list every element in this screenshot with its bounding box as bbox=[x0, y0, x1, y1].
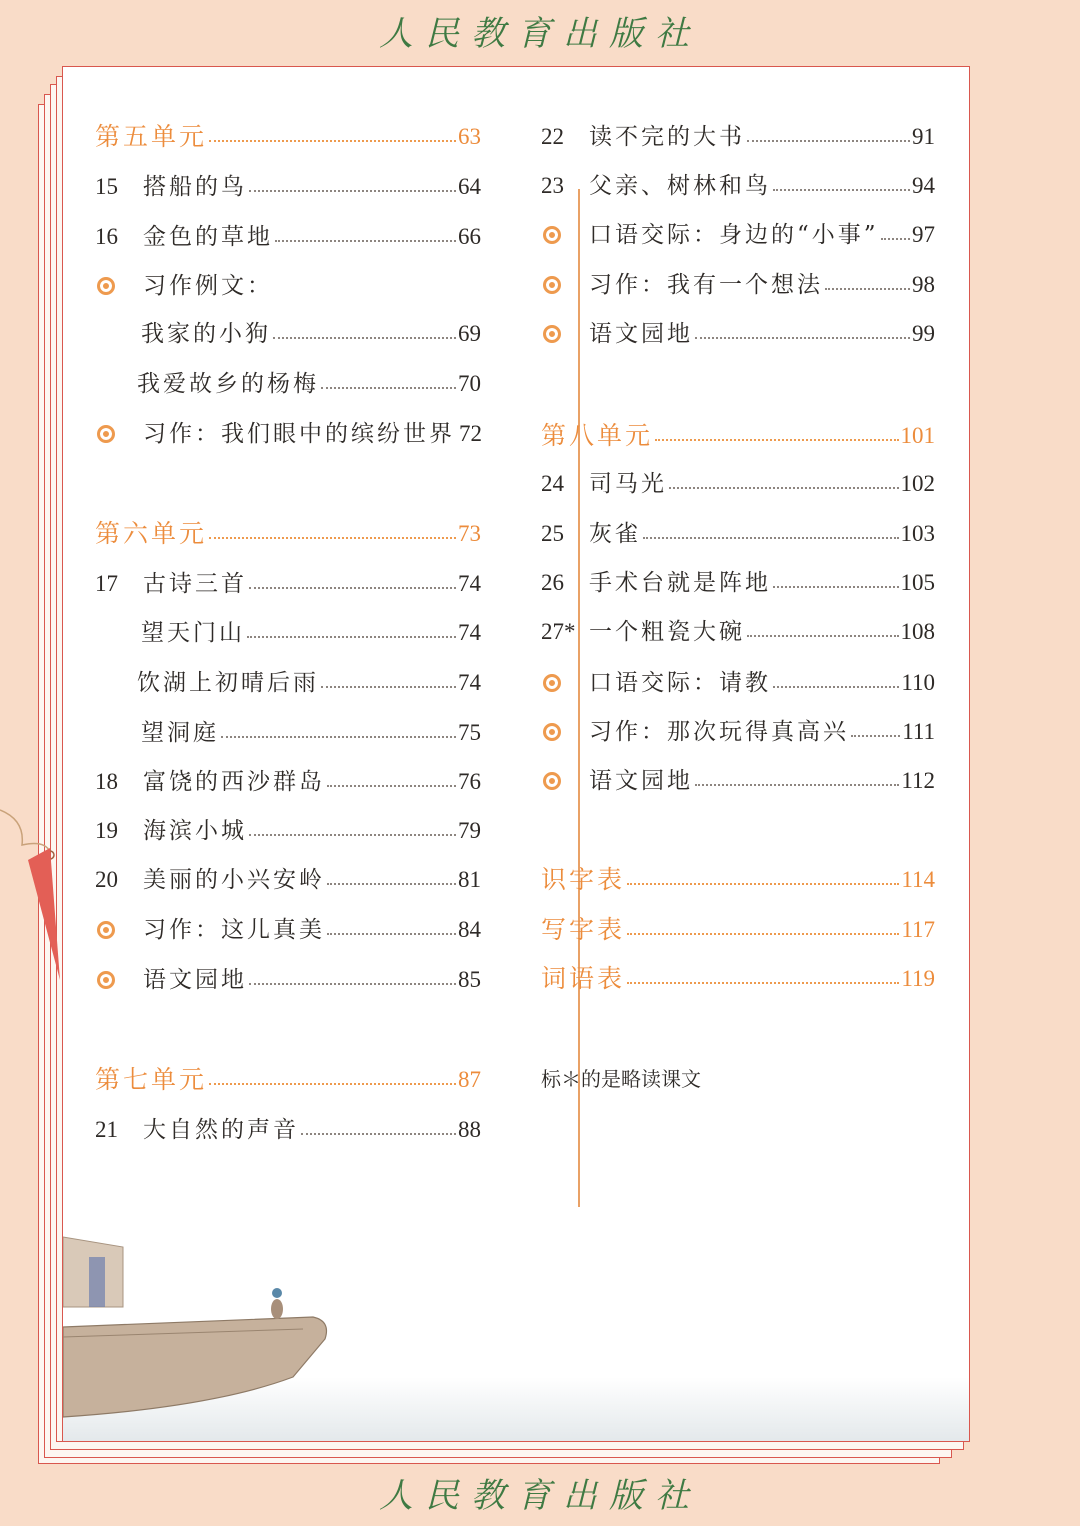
toc-entry[interactable] bbox=[541, 314, 935, 354]
toc-entry[interactable] bbox=[141, 713, 481, 753]
dot-leader bbox=[695, 784, 899, 786]
dot-leader bbox=[221, 736, 456, 738]
toc-entry[interactable] bbox=[137, 364, 481, 404]
circle-bullet-icon bbox=[541, 772, 589, 790]
page-number: 108 bbox=[900, 619, 935, 644]
lesson-number: 25 bbox=[541, 521, 564, 546]
circle-bullet-icon bbox=[95, 971, 143, 989]
toc-entry[interactable] bbox=[541, 265, 935, 305]
dot-leader bbox=[301, 1133, 456, 1135]
page-number: 75 bbox=[458, 720, 481, 745]
toc-entry[interactable] bbox=[95, 217, 481, 257]
page-number: 81 bbox=[458, 867, 481, 892]
page-number: 73 bbox=[458, 521, 481, 546]
dot-leader bbox=[249, 190, 456, 192]
circle-bullet-icon bbox=[95, 921, 143, 939]
dot-leader bbox=[825, 288, 910, 290]
dot-leader bbox=[327, 933, 456, 935]
page-number: 102 bbox=[900, 471, 935, 496]
bookmark-ribbon-icon bbox=[0, 800, 70, 1000]
page-number: 74 bbox=[458, 670, 481, 695]
entry-title: 第六单元 bbox=[95, 519, 208, 548]
dot-leader bbox=[851, 735, 900, 737]
page-number: 97 bbox=[912, 222, 935, 247]
toc-entry[interactable] bbox=[95, 414, 481, 454]
dot-leader bbox=[209, 140, 456, 142]
lesson-number: 15 bbox=[95, 174, 118, 199]
toc-entry[interactable] bbox=[95, 762, 481, 802]
entry-title: 习作：我有一个想法 bbox=[589, 272, 823, 298]
toc-entry[interactable] bbox=[541, 514, 935, 554]
entry-title: 手术台就是阵地 bbox=[589, 570, 771, 596]
footnote: 标＊的是略读课文 bbox=[541, 1067, 701, 1091]
entry-title: 望天门山 bbox=[141, 620, 245, 646]
toc-entry[interactable] bbox=[137, 663, 481, 703]
entry-title: 习作：那次玩得真高兴 bbox=[589, 719, 849, 745]
dot-leader bbox=[273, 337, 456, 339]
entry-title: 金色的草地 bbox=[143, 224, 273, 250]
entry-title: 读不完的大书 bbox=[589, 124, 745, 150]
page-number: 63 bbox=[458, 124, 481, 149]
page-number: 110 bbox=[901, 670, 935, 695]
dot-leader bbox=[247, 636, 456, 638]
entry-title: 海滨小城 bbox=[143, 818, 247, 844]
page-number: 69 bbox=[458, 321, 481, 346]
dot-leader bbox=[249, 587, 456, 589]
dot-leader bbox=[773, 586, 899, 588]
dot-leader bbox=[321, 686, 456, 688]
page-number: 74 bbox=[458, 571, 481, 596]
page-number: 94 bbox=[912, 173, 935, 198]
dot-leader bbox=[669, 487, 899, 489]
toc-page bbox=[62, 66, 970, 1442]
circle-bullet-icon bbox=[541, 723, 589, 741]
page-number: 84 bbox=[458, 917, 481, 942]
toc-entry[interactable] bbox=[95, 266, 481, 306]
page-number: 70 bbox=[458, 371, 481, 396]
lesson-number: 16 bbox=[95, 224, 118, 249]
toc-entry[interactable] bbox=[141, 314, 481, 354]
toc-entry[interactable] bbox=[95, 910, 481, 950]
page-number: 98 bbox=[912, 272, 935, 297]
lesson-number: 24 bbox=[541, 471, 564, 496]
page-number: 111 bbox=[902, 719, 935, 744]
toc-entry[interactable] bbox=[541, 663, 935, 703]
entry-title: 口语交际：身边的“小事” bbox=[589, 222, 879, 248]
toc-entry[interactable] bbox=[541, 959, 935, 999]
dot-leader bbox=[249, 834, 456, 836]
page-number: 119 bbox=[901, 966, 935, 991]
lesson-number: 26 bbox=[541, 570, 564, 595]
entry-title: 我家的小狗 bbox=[141, 321, 271, 347]
dot-leader bbox=[627, 883, 899, 885]
circle-bullet-icon bbox=[541, 325, 589, 343]
dot-leader bbox=[643, 537, 899, 539]
circle-bullet-icon bbox=[541, 674, 589, 692]
entry-title: 一个粗瓷大碗 bbox=[589, 619, 745, 645]
entry-title: 大自然的声音 bbox=[143, 1117, 299, 1143]
dot-leader bbox=[209, 537, 456, 539]
entry-title: 灰雀 bbox=[589, 521, 641, 547]
toc-entry[interactable] bbox=[541, 761, 935, 801]
entry-title: 语文园地 bbox=[589, 321, 693, 347]
entry-title: 美丽的小兴安岭 bbox=[143, 867, 325, 893]
dot-leader bbox=[747, 140, 910, 142]
publisher-logo-top: 人民教育出版社 bbox=[379, 14, 701, 54]
toc-entry[interactable] bbox=[95, 117, 481, 157]
toc-entry[interactable] bbox=[541, 860, 935, 900]
entry-title: 司马光 bbox=[589, 471, 667, 497]
entry-title: 搭船的鸟 bbox=[143, 174, 247, 200]
lesson-number: 17 bbox=[95, 571, 118, 596]
circle-bullet-icon bbox=[95, 277, 143, 295]
page-number: 85 bbox=[458, 967, 481, 992]
lesson-number: 22 bbox=[541, 124, 564, 149]
page-number: 99 bbox=[912, 321, 935, 346]
dot-leader bbox=[747, 635, 899, 637]
page-number: 66 bbox=[458, 224, 481, 249]
toc-entry[interactable] bbox=[541, 166, 935, 206]
page-number: 87 bbox=[458, 1067, 481, 1092]
entry-title: 第七单元 bbox=[95, 1065, 208, 1094]
page-number: 88 bbox=[458, 1117, 481, 1142]
publisher-logo-bottom: 人民教育出版社 bbox=[379, 1476, 701, 1516]
boat-illustration-icon bbox=[63, 1217, 363, 1427]
entry-title: 口语交际：请教 bbox=[589, 670, 771, 696]
entry-title: 第八单元 bbox=[541, 421, 654, 450]
entry-title: 语文园地 bbox=[589, 768, 693, 794]
entry-title: 饮湖上初晴后雨 bbox=[137, 670, 319, 696]
lesson-number: 20 bbox=[95, 867, 118, 892]
entry-title: 古诗三首 bbox=[143, 571, 247, 597]
dot-leader bbox=[695, 337, 910, 339]
toc-entry[interactable] bbox=[95, 1060, 481, 1100]
page-number: 103 bbox=[900, 521, 935, 546]
circle-bullet-icon bbox=[95, 425, 143, 443]
entry-title: 习作例文： bbox=[143, 273, 273, 299]
toc-entry[interactable] bbox=[541, 563, 935, 603]
entry-title: 我爱故乡的杨梅 bbox=[137, 371, 319, 397]
dot-leader bbox=[627, 982, 899, 984]
dot-leader bbox=[249, 983, 456, 985]
dot-leader bbox=[773, 189, 910, 191]
dot-leader bbox=[327, 785, 456, 787]
dot-leader bbox=[627, 933, 899, 935]
entry-title: 习作：我们眼中的缤纷世界 bbox=[143, 421, 455, 447]
lesson-number: 27* bbox=[541, 619, 576, 644]
page-number: 76 bbox=[458, 769, 481, 794]
toc-entry[interactable] bbox=[95, 514, 481, 554]
dot-leader bbox=[881, 238, 910, 240]
toc-entry[interactable] bbox=[541, 464, 935, 504]
entry-title: 习作：这儿真美 bbox=[143, 917, 325, 943]
dot-leader bbox=[275, 240, 456, 242]
circle-bullet-icon bbox=[541, 226, 589, 244]
toc-entry[interactable] bbox=[95, 167, 481, 207]
entry-title: 富饶的西沙群岛 bbox=[143, 769, 325, 795]
page-number: 117 bbox=[901, 917, 935, 942]
toc-entry[interactable] bbox=[541, 712, 935, 752]
toc-entry[interactable] bbox=[95, 811, 481, 851]
toc-entry[interactable] bbox=[95, 860, 481, 900]
page-number: 91 bbox=[912, 124, 935, 149]
dot-leader bbox=[327, 883, 456, 885]
toc-entry[interactable] bbox=[95, 1110, 481, 1150]
lesson-number: 18 bbox=[95, 769, 118, 794]
entry-title: 父亲、树林和鸟 bbox=[589, 173, 771, 199]
page-number: 112 bbox=[901, 768, 935, 793]
toc-entry[interactable] bbox=[541, 612, 935, 652]
dot-leader bbox=[321, 387, 456, 389]
page-number: 72 bbox=[459, 421, 482, 446]
page-number: 64 bbox=[458, 174, 481, 199]
dot-leader bbox=[773, 686, 899, 688]
lesson-number: 23 bbox=[541, 173, 564, 198]
dot-leader bbox=[655, 439, 898, 441]
page-number: 114 bbox=[901, 867, 935, 892]
toc-entry[interactable] bbox=[95, 564, 481, 604]
page-number: 105 bbox=[900, 570, 935, 595]
entry-title: 识字表 bbox=[541, 865, 626, 894]
circle-bullet-icon bbox=[541, 276, 589, 294]
toc-entry[interactable] bbox=[141, 613, 481, 653]
entry-title: 语文园地 bbox=[143, 967, 247, 993]
toc-entry[interactable] bbox=[541, 416, 935, 456]
toc-entry[interactable] bbox=[541, 910, 935, 950]
entry-title: 望洞庭 bbox=[141, 720, 219, 746]
page-number: 74 bbox=[458, 620, 481, 645]
lesson-number: 21 bbox=[95, 1117, 118, 1142]
entry-title: 词语表 bbox=[541, 964, 626, 993]
dot-leader bbox=[209, 1083, 456, 1085]
toc-entry[interactable] bbox=[95, 960, 481, 1000]
toc-entry[interactable] bbox=[541, 215, 935, 255]
page-number: 101 bbox=[900, 423, 935, 448]
entry-title: 写字表 bbox=[541, 915, 626, 944]
lesson-number: 19 bbox=[95, 818, 118, 843]
page-number: 79 bbox=[458, 818, 481, 843]
entry-title: 第五单元 bbox=[95, 122, 208, 151]
toc-entry[interactable] bbox=[541, 117, 935, 157]
